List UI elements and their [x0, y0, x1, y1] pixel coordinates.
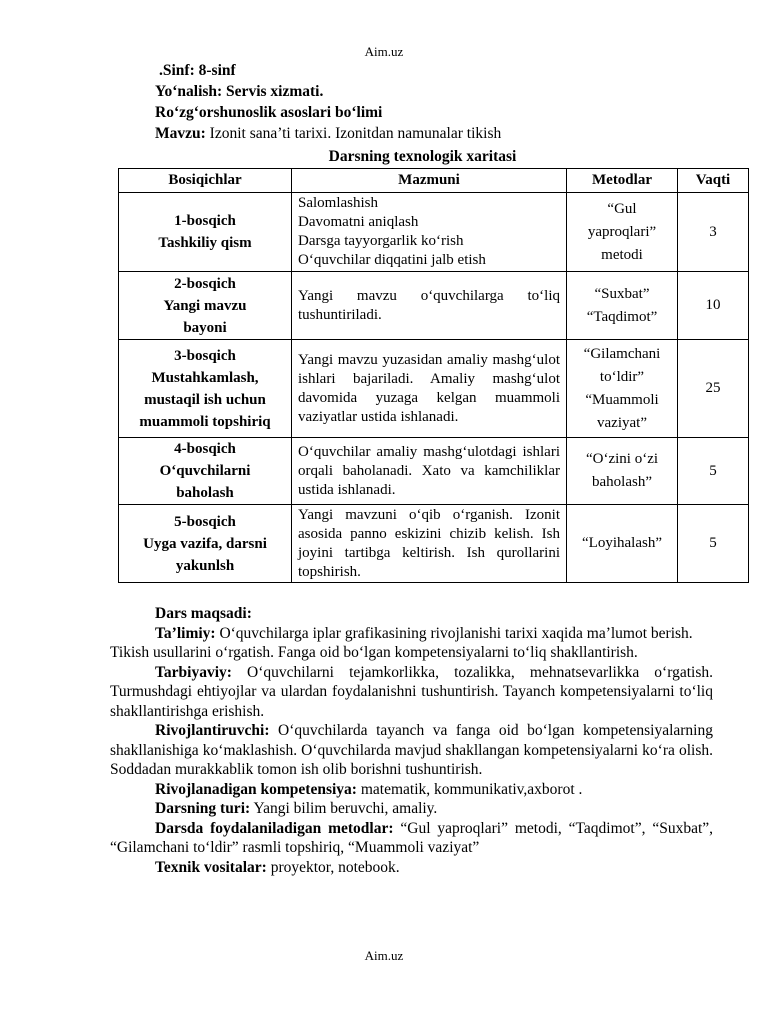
tools-label: Texnik vositalar: — [155, 858, 267, 876]
content-cell — [292, 193, 567, 272]
tools-text: proyektor, notebook. — [266, 858, 400, 876]
stage-title: Tashkiliy qism — [158, 235, 252, 251]
stage-number: 4-bosqich — [174, 441, 236, 457]
section-line: Ro‘zg‘orshunoslik asoslari bo‘limi — [155, 104, 383, 121]
stage-number: 1-bosqich — [174, 213, 236, 229]
method-line: “Loyihalash” — [582, 535, 662, 551]
tools-line — [110, 858, 713, 878]
stage-title: Mustahkamlash, — [151, 369, 259, 386]
method-line: to‘ldir” — [599, 368, 645, 385]
method-line: baholash” — [592, 474, 652, 490]
competencies-text: matematik, kommunikativ,axborot . — [356, 780, 583, 798]
goal-label: Tarbiyaviy: — [155, 663, 232, 681]
class-line: .Sinf: 8-sinf — [159, 62, 236, 79]
content-cell: O‘quvchilar amaliy mashg‘ulotdagi ishlari orqali baholanadi. Xato va kamchiliklar ustida ishlanadi. — [292, 438, 567, 505]
stage-number: 2-bosqich — [174, 275, 236, 292]
method-cell — [567, 340, 678, 438]
stage-title: bayoni — [183, 319, 227, 336]
lesson-type-text: Yangi bilim beruvchi, amaliy. — [250, 800, 438, 817]
stage-number: 5-bosqich — [174, 513, 236, 530]
col-header-content: Mazmuni — [292, 169, 567, 193]
stage-title: mustaqil ish uchun — [144, 391, 266, 408]
goal-text: O‘quvchilarga iplar grafikasining rivojlanishi tarixi xaqida ma’lumot berish. Tikish usullarini o‘rgatish. Fanga oid bo‘lgan kompetensiyalarni to‘liq shakllantirish. — [110, 624, 693, 661]
method-line: yaproqlari” — [587, 223, 657, 240]
time-cell: 5 — [678, 505, 749, 583]
stage-cell — [119, 340, 292, 438]
topic-text: Izonit sana’ti tarixi. Izonitdan namunalar tikish — [205, 125, 502, 142]
method-cell — [567, 438, 678, 505]
page-header: Aim.uz — [364, 44, 404, 59]
stage-cell — [119, 193, 292, 272]
content-cell: Yangi mavzuni o‘qib o‘rganish. Izonit asosida panno eskizini chizib kelish. Ish joyini tartibga keltirish. Ish qurollarini topshirish. — [292, 505, 567, 583]
table-row — [119, 438, 749, 505]
topic-label: Mavzu: — [155, 125, 206, 142]
table-row — [119, 340, 749, 438]
table-row — [119, 505, 749, 583]
stage-cell — [119, 272, 292, 340]
col-header-stages: Bosiqichlar — [119, 169, 292, 193]
stage-title: Yangi mavzu — [163, 297, 247, 314]
method-line: “Suxbat” — [594, 285, 650, 302]
time-cell: 3 — [678, 193, 749, 272]
col-header-methods: Metodlar — [567, 169, 678, 193]
methods-text: “Gul yaproqlari” metodi, “Taqdimot”, “Suxbat”, “Gilamchani to‘ldir” rasmli topshiriq, “Muammoli vaziyat” — [110, 819, 714, 856]
content-cell: Yangi mavzu yuzasidan amaliy mashg‘ulot ishlari bajariladi. Amaliy mashg‘ulot davomida yuzaga kelgan muammoli vaziyatlar ustida ishlanadi. — [292, 340, 567, 438]
method-line: “Taqdimot” — [586, 308, 658, 325]
page-footer: Aim.uz — [364, 948, 404, 963]
stage-number: 3-bosqich — [174, 347, 236, 364]
methods-label: Darsda foydalaniladigan metodlar: — [155, 819, 394, 837]
method-line: metodi — [601, 246, 643, 263]
time-cell: 25 — [678, 340, 749, 438]
col-header-time: Vaqti — [678, 169, 749, 193]
method-cell — [567, 505, 678, 583]
table-header-row — [119, 169, 749, 193]
stage-cell — [119, 505, 292, 583]
stage-title: yakunlsh — [175, 557, 235, 574]
lesson-type-line — [110, 799, 713, 819]
lesson-meta — [155, 60, 501, 144]
lesson-type-label: Darsning turi: — [155, 800, 251, 817]
content-cell: Yangi mavzu o‘quvchilarga to‘liq tushuntiriladi. — [292, 272, 567, 340]
stage-title: Uyga vazifa, darsni — [143, 535, 267, 552]
content-line: Salomlashish — [298, 195, 379, 211]
goal-text: O‘quvchilarda tayanch va fanga oid bo‘lgan kompetensiyalarning shakllanishiga ko‘maklashish. O‘quvchilarda mavjud shakllangan kompetensiyalarni ko‘ra olish. Soddadan murakkablik tomon ish olib borishni tushuntirish. — [110, 722, 713, 778]
method-line: “Gilamchani — [583, 345, 661, 362]
goal-text: O‘quvchilarni tejamkorlikka, tozalikka, mehnatsevarlikka o‘rgatish. Turmushdagi ehtiyojlar va ulardan foydalanishni tushuntirish. Tayanch kompetensiyalarni to‘liq shakllantirishga erishish. — [110, 663, 713, 720]
goal-label: Ta’limiy: — [155, 624, 216, 642]
lesson-plan-table — [118, 168, 749, 583]
method-line: “Gul — [607, 200, 637, 217]
content-line: O‘quvchilar diqqatini jalb etish — [298, 252, 486, 268]
goal-label: Rivojlantiruvchi: — [155, 722, 270, 739]
table-title: Darsning texnologik xaritasi — [328, 148, 517, 165]
method-line: “O‘zini o‘zi — [585, 451, 659, 467]
methods-line — [110, 819, 713, 858]
method-cell — [567, 193, 678, 272]
method-line: vaziyat” — [597, 414, 647, 431]
goals-heading — [110, 604, 713, 624]
goal-educational — [110, 624, 713, 663]
time-cell: 10 — [678, 272, 749, 340]
content-line: Darsga tayyorgarlik ko‘rish — [298, 233, 464, 249]
competencies-label: Rivojlanadigan kompetensiya: — [155, 780, 357, 798]
method-cell — [567, 272, 678, 340]
table-row — [119, 193, 749, 272]
stage-title: O‘quvchilarni — [159, 463, 251, 479]
lesson-body — [110, 604, 713, 877]
goal-upbringing — [110, 663, 713, 722]
stage-title: baholash — [176, 485, 234, 501]
goal-developmental — [110, 721, 713, 780]
stage-title: muammoli topshiriq — [139, 413, 271, 430]
goals-title: Dars maqsadi: — [155, 605, 252, 622]
topic-line — [155, 123, 501, 144]
table-row — [119, 272, 749, 340]
time-cell: 5 — [678, 438, 749, 505]
competencies-line — [110, 780, 713, 800]
stage-cell — [119, 438, 292, 505]
content-line: Davomatni aniqlash — [298, 214, 419, 230]
direction-line: Yo‘nalish: Servis xizmati. — [155, 83, 324, 100]
method-line: “Muammoli — [585, 391, 659, 408]
